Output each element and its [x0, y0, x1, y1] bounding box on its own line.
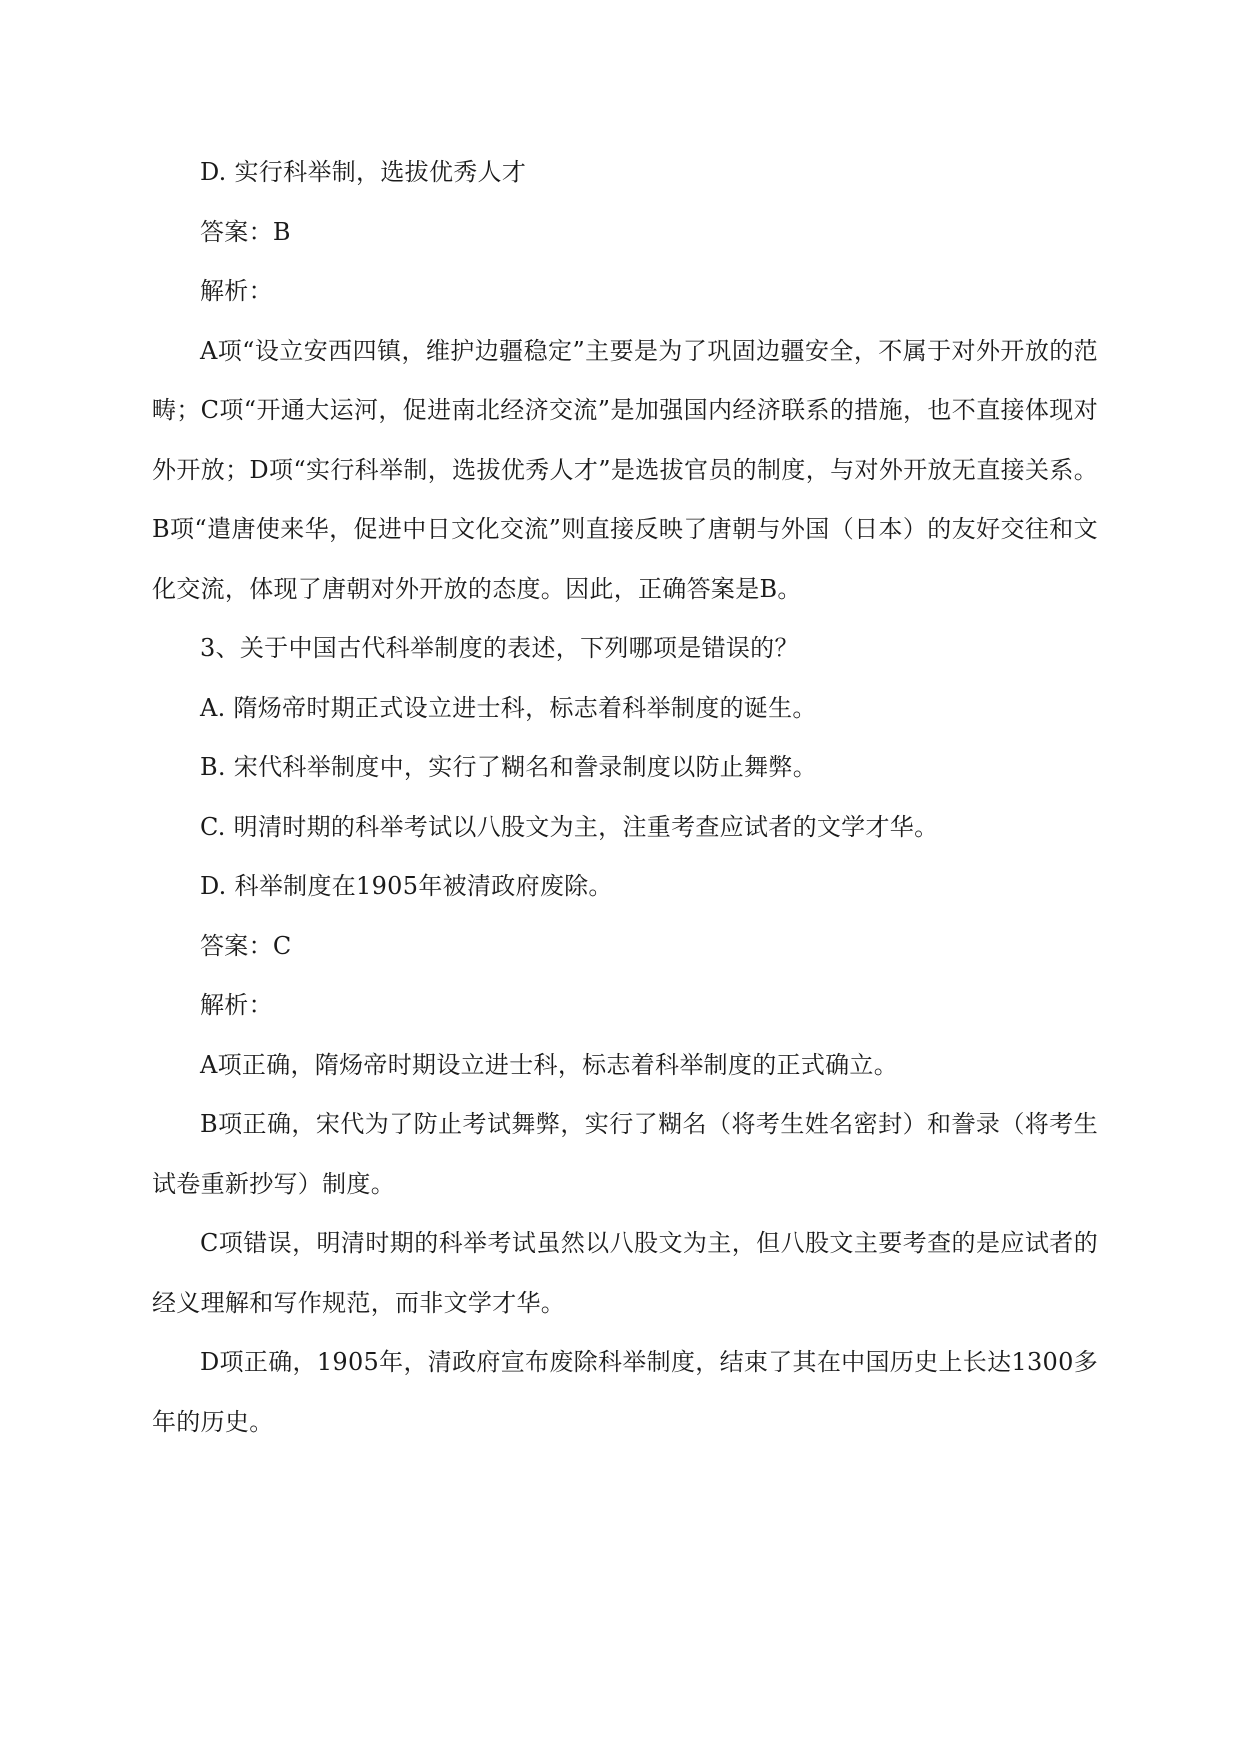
answer-2: 答案：B — [200, 217, 291, 246]
option-d-previous: D. 实行科举制，选拔优秀人才 — [200, 158, 527, 186]
analysis-d: D项正确，1905年，清政府宣布废除科举制度，结束了其在中国历史上长达1300多年的历史。 — [152, 1348, 1098, 1436]
option-a: A. 隋炀帝时期正式设立进士科，标志着科举制度的诞生。 — [200, 693, 817, 722]
analysis-label-2: 解析： — [200, 277, 273, 305]
document-body — [152, 143, 1098, 1452]
answer-3: 答案：C — [200, 931, 292, 960]
option-d: D. 科举制度在1905年被清政府废除。 — [200, 872, 613, 900]
analysis-text-2: A项“设立安西四镇，维护边疆稳定”主要是为了巩固边疆安全，不属于对外开放的范畴；C项“开通大运河，促进南北经济交流”是加强国内经济联系的措施，也不直接体现对外开放；D项“实行科举制，选拔优秀人才”是选拔官员的制度，与对外开放无直接关系。B项“遣唐使来华，促进中日文化交流”则直接反映了唐朝与外国（日本）的友好交往和文化交流，体现了唐朝对外开放的态度。因此，正确答案是B。 — [152, 336, 1098, 603]
question-3: 3、关于中国古代科举制度的表述，下列哪项是错误的？ — [200, 634, 799, 662]
analysis-b: B项正确，宋代为了防止考试舞弊，实行了糊名（将考生姓名密封）和誊录（将考生试卷重新抄写）制度。 — [152, 1110, 1098, 1198]
analysis-label-3: 解析： — [200, 991, 273, 1019]
analysis-c: C项错误，明清时期的科举考试虽然以八股文为主，但八股文主要考查的是应试者的经义理解和写作规范，而非文学才华。 — [152, 1229, 1098, 1317]
analysis-a: A项正确，隋炀帝时期设立进士科，标志着科举制度的正式确立。 — [200, 1050, 899, 1079]
option-c: C. 明清时期的科举考试以八股文为主，注重考查应试者的文学才华。 — [200, 812, 939, 841]
option-b: B. 宋代科举制度中，实行了糊名和誊录制度以防止舞弊。 — [200, 753, 817, 781]
